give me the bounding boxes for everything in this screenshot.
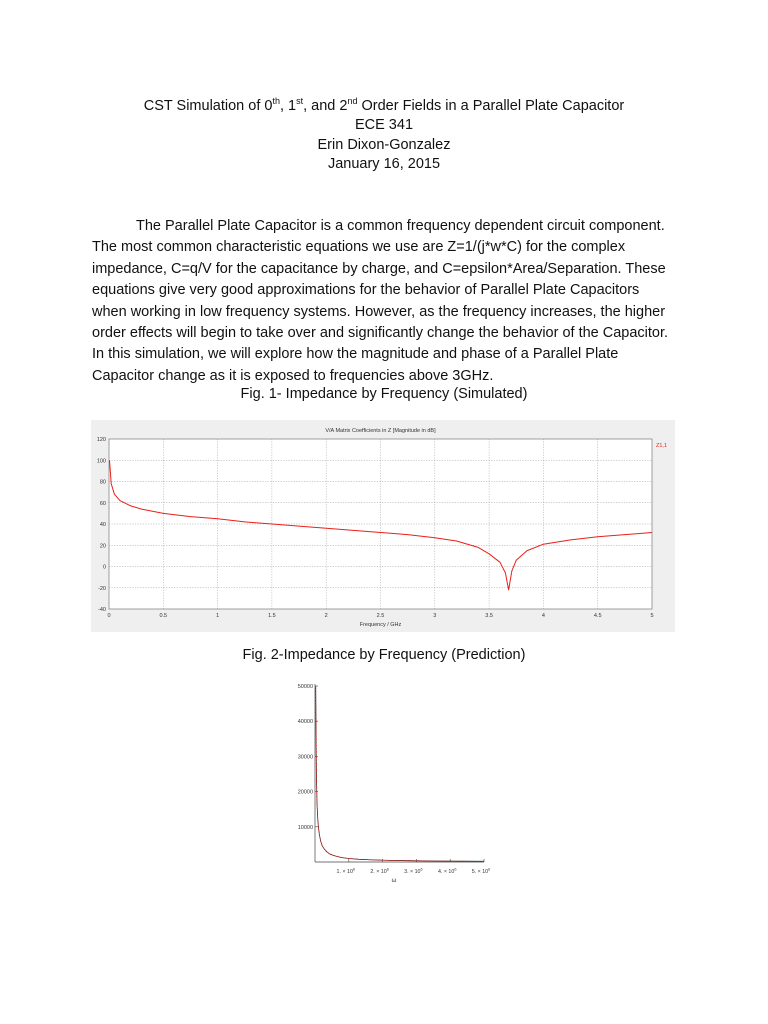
fig2-x-label: ω xyxy=(391,878,397,884)
fig1-y-tick: 60 xyxy=(99,500,106,507)
document-header xyxy=(0,92,768,175)
fig2-y-tick: 40000 xyxy=(297,719,313,726)
fig1-title: V/A Matrix Coefficients in Z [Magnitude in dB] xyxy=(325,428,436,434)
intro-paragraph xyxy=(92,216,672,387)
fig2-caption: Fig. 2-Impedance by Frequency (Prediction) xyxy=(242,647,526,663)
fig1-y-tick: 80 xyxy=(99,479,106,486)
fig1-x-tick: 4.5 xyxy=(593,613,602,619)
fig1-y-tick: 20 xyxy=(99,543,106,550)
fig2-series-prediction-dark xyxy=(316,686,484,861)
fig1-x-label: Frequency / GHz xyxy=(359,622,402,628)
fig2-x-tick: 2. × $10^6$ xyxy=(370,867,389,875)
fig1-y-tick: -40 xyxy=(98,607,106,613)
course-name: ECE 341 xyxy=(354,117,414,134)
fig2-y-tick: 20000 xyxy=(297,789,313,796)
document-title: CST Simulation of 0th, 1st, and 2nd Order Fields in a Parallel Plate Capacitor xyxy=(143,96,625,114)
fig1-x-tick: 3 xyxy=(433,613,437,619)
fig2-series-prediction xyxy=(316,686,484,861)
fig2-x-tick: 4. × $10^6$ xyxy=(437,867,457,875)
fig1-caption: Fig. 1- Impedance by Frequency (Simulated) xyxy=(240,386,528,402)
fig1-x-tick: 1.5 xyxy=(268,613,276,619)
fig1-x-tick: 0 xyxy=(107,613,111,619)
fig1-x-tick: 2.5 xyxy=(376,613,385,619)
fig2-y-tick: 10000 xyxy=(297,824,313,831)
fig1-y-tick: 100 xyxy=(96,458,106,465)
fig1-x-tick: 2 xyxy=(324,613,328,619)
fig1-y-tick: 40 xyxy=(99,522,106,528)
fig2-y-tick: 50000 xyxy=(297,684,313,690)
fig1-chart xyxy=(91,420,675,632)
fig1-y-tick: 120 xyxy=(96,437,106,443)
fig2-x-tick: 1. × $10^6$ xyxy=(336,867,356,875)
fig1-x-tick: 3.5 xyxy=(485,613,493,619)
fig1-y-tick: -20 xyxy=(98,585,106,592)
fig2-x-tick: 3. × $10^6$ xyxy=(404,867,423,875)
intro-paragraph-text: The Parallel Plate Capacitor is a common frequency dependent circuit component. The most common characteristic equations we use are Z=1/(j*w*C) for the complex impedance, C=q/V for the capacitance by charge, and C=epsilon*Area/Separation. These equations give very good approximations for the behavior of Parallel Plate Capacitors when working in low frequency systems. However, as the frequency increases, the higher order effects will begin to take over and significantly change the behavior of the Capacitor. In this simulation, we will explore how the magnitude and phase of a Parallel Plate Capacitor change as it is exposed to frequencies above 3GHz. xyxy=(92,218,669,384)
fig1-y-tick: 0 xyxy=(102,564,106,571)
document-date: January 16, 2015 xyxy=(327,156,441,173)
fig1-x-tick: 1 xyxy=(216,613,220,619)
fig1-x-tick: 4 xyxy=(541,613,545,619)
fig2-svg xyxy=(290,676,490,886)
fig2-x-tick: 5. × $10^6$ xyxy=(471,867,491,875)
fig2-chart xyxy=(290,676,490,886)
fig1-x-tick: 0.5 xyxy=(159,613,168,619)
fig1-legend-z11: Z1,1 xyxy=(656,443,668,449)
author-name: Erin Dixon-Gonzalez xyxy=(317,136,451,153)
fig1-x-tick: 5 xyxy=(650,613,654,619)
fig2-y-tick: 30000 xyxy=(297,754,313,761)
fig1-svg xyxy=(91,420,675,632)
